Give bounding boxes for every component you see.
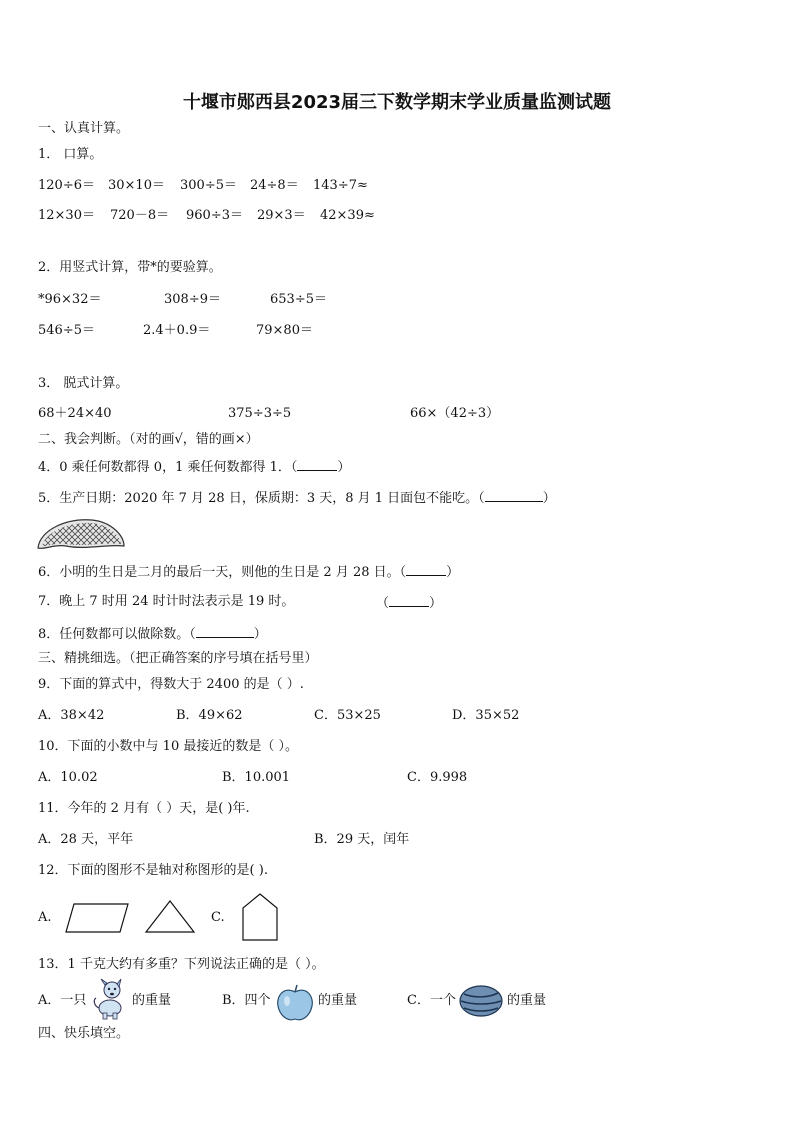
q1-r1-item4: 24÷8＝: [250, 178, 299, 193]
q11-option-b[interactable]: B．29 天，闰年: [314, 832, 410, 847]
q1-r1-item1: 120÷6＝: [38, 178, 95, 193]
watermelon-icon: [458, 984, 504, 1018]
q5-close: ）: [542, 491, 556, 506]
q6-close: ）: [446, 565, 460, 580]
q5-answer-blank[interactable]: [485, 489, 543, 502]
q4-close: ）: [337, 460, 351, 475]
q12-text: 12．下面的图形不是轴对称图形的是( ).: [38, 863, 268, 878]
q8: [38, 625, 267, 643]
q9-option-d[interactable]: D．35×52: [452, 708, 520, 723]
q2-r2-item1: 546÷5＝: [38, 323, 95, 338]
q1-r1-item5: 143÷7≈: [313, 178, 368, 193]
q4: [38, 458, 350, 476]
section-1-heading: 一、认真计算。: [38, 121, 130, 136]
q1-r1-item2: 30×10＝: [108, 178, 165, 193]
q1-r2-item3: 960÷3＝: [186, 208, 243, 223]
section-2-heading: 二、我会判断。（对的画√，错的画×）: [38, 432, 259, 447]
q7-open: （: [376, 596, 390, 611]
q6-answer-blank[interactable]: [406, 563, 446, 576]
q9-option-c[interactable]: C．53×25: [314, 708, 381, 723]
q2-r2-item3: 79×80＝: [256, 323, 313, 338]
q2-r2-item2: 2.4＋0.9＝: [143, 323, 211, 338]
q3-label: 3． 脱式计算。: [38, 376, 129, 391]
q13-option-b-post: 的重量: [318, 993, 358, 1008]
q8-answer-blank[interactable]: [196, 625, 254, 638]
q7-text: 7．晚上 7 时用 24 时计时法表示是 19 时。: [38, 594, 295, 609]
section-4-heading: 四、快乐填空。: [38, 1026, 130, 1041]
q1-r2-item1: 12×30＝: [38, 208, 95, 223]
q1-r2-item5: 42×39≈: [320, 208, 375, 223]
q4-text: 4．0 乘任何数都得 0，1 乘任何数都得 1．（: [38, 460, 298, 475]
q2-r1-item2: 308÷9＝: [164, 292, 221, 307]
q8-close: ）: [253, 627, 267, 642]
q2-r1-item1: *96×32＝: [38, 292, 102, 307]
q3-item1: 68＋24×40: [38, 406, 112, 421]
page-title: 十堰市郧西县2023届三下数学期末学业质量监测试题: [182, 92, 612, 113]
bread-icon: [36, 516, 126, 552]
pentagon-shape: [240, 892, 280, 942]
section-3-heading: 三、精挑细选。（把正确答案的序号填在括号里）: [38, 651, 318, 666]
q13-text: 13．1 千克大约有多重？下列说法正确的是（ ）。: [38, 957, 325, 972]
q6-text: 6．小明的生日是二月的最后一天，则他的生日是 2 月 28 日。（: [38, 565, 407, 580]
q9-option-a[interactable]: A．38×42: [38, 708, 105, 723]
q7-answer-blank[interactable]: [389, 594, 429, 607]
q4-answer-blank[interactable]: [297, 458, 337, 471]
q1-r1-item3: 300÷5＝: [180, 178, 237, 193]
q13-option-c-pre[interactable]: C．一个: [407, 993, 456, 1008]
q12-option-a[interactable]: A.: [38, 910, 52, 925]
q13-option-a-pre[interactable]: A．一只: [38, 993, 87, 1008]
q13-option-a-post: 的重量: [132, 993, 172, 1008]
q10-text: 10．下面的小数中与 10 最接近的数是（ ）。: [38, 739, 298, 754]
q3-item2: 375÷3÷5: [228, 406, 292, 421]
q3-item3: 66×（42÷3）: [410, 406, 500, 421]
q5: [38, 489, 556, 507]
q9-text: 9．下面的算式中，得数大于 2400 的是（ ）.: [38, 677, 304, 692]
q6: [38, 563, 459, 581]
q10-option-a[interactable]: A．10.02: [38, 770, 98, 785]
q7-close: ）: [429, 596, 443, 611]
q13-option-c-post: 的重量: [507, 993, 547, 1008]
q8-text: 8．任何数都可以做除数。（: [38, 627, 196, 642]
dog-icon: [90, 978, 126, 1020]
q11-text: 11．今年的 2 月有（ ）天，是( )年.: [38, 801, 250, 816]
q12-option-c[interactable]: C.: [211, 910, 225, 925]
q13-option-b-pre[interactable]: B．四个: [222, 993, 271, 1008]
q1-label: 1． 口算。: [38, 147, 103, 162]
q7-answer: [376, 594, 442, 612]
apple-icon: [274, 982, 316, 1024]
q2-r1-item3: 653÷5＝: [270, 292, 327, 307]
q5-text: 5．生产日期：2020 年 7 月 28 日，保质期：3 天，8 月 1 日面包不能吃。（: [38, 491, 485, 506]
q10-option-c[interactable]: C．9.998: [407, 770, 468, 785]
q10-option-b[interactable]: B．10.001: [222, 770, 291, 785]
q2-label: 2．用竖式计算，带*的要验算。: [38, 260, 222, 275]
parallelogram-shape: [64, 902, 130, 934]
q1-r2-item2: 720－8＝: [110, 208, 170, 223]
q9-option-b[interactable]: B．49×62: [176, 708, 243, 723]
triangle-shape: [144, 898, 196, 934]
q11-option-a[interactable]: A．28 天，平年: [38, 832, 134, 847]
q1-r2-item4: 29×3＝: [257, 208, 306, 223]
